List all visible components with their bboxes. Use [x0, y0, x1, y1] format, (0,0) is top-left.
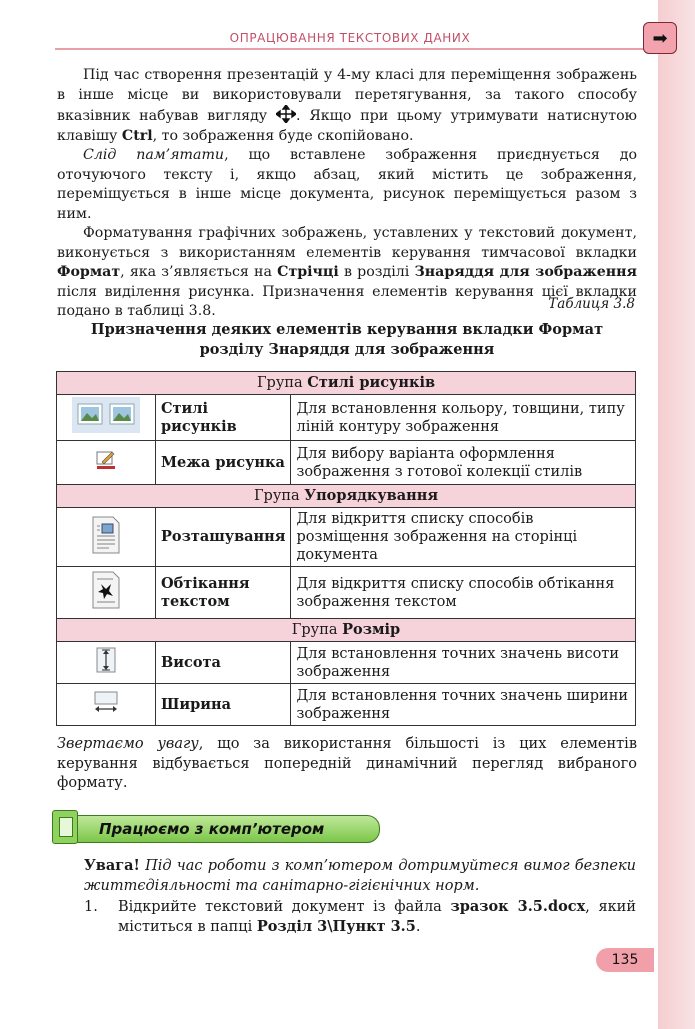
table-caption: Таблиця 3.8: [548, 296, 635, 312]
next-arrow-icon[interactable]: ➡: [643, 22, 677, 54]
step-text: Відкрийте текстовий документ із файла зразок 3.5.docx, який міститься в папці Розділ 3\Пункт 3.5.: [118, 898, 636, 935]
work-section-banner: [58, 815, 380, 843]
work-section-label: Працюємо з комп’ютером: [99, 820, 325, 838]
table-title: Призначення деяких елементів керування вкладки Формат розділу Знаряддя для зображення: [90, 321, 604, 358]
list-item: [84, 897, 636, 937]
height-icon: [57, 642, 156, 684]
computer-icon: [52, 810, 78, 844]
picture-styles-icon: [57, 395, 156, 441]
notice-paragraph: Звертаємо увагу, що за використання більшості із цих елементів керування відбувається попередній динамічний перегляд вибраного формату.: [57, 736, 637, 791]
step-number: 1.: [84, 899, 98, 915]
running-header: ОПРАЦЮВАННЯ ТЕКСТОВИХ ДАНИХ: [229, 31, 471, 45]
table-row: Межа рисунка Для вибору варіанта оформлення зображення з готової колекції стилів: [57, 441, 636, 485]
paragraph-formatting: Форматування графічних зображень, уставлених у текстовий документ, виконується з використанням елементів керування тимчасової вкладки Формат, яка з’являється на Стрічці в розділі Знаряддя для зображення після виділення рисунка. Призначення елементів керування цієї вкладки подано в таблиці 3.8.: [57, 225, 637, 319]
width-icon: [57, 684, 156, 726]
paragraph-remember: Слід пам’ятати, що вставлене зображення приєднується до оточуючого тексту і, якщо абзац, який містить це зображення, переміщується в інше місце документа, рисунок переміщується разом з ним.: [57, 147, 637, 222]
table-group-row: Група Упорядкування: [57, 485, 636, 508]
table-row: Стилі рисунків Для встановлення кольору, товщини, типу ліній контуру зображення: [57, 395, 636, 441]
table-group-row: Група Стилі рисунків: [57, 372, 636, 395]
safety-warning: Увага! Під час роботи з комп’ютером дотримуйтеся вимог безпеки життєдіяльності та санітарно-гігієнічних норм.: [84, 857, 636, 894]
header-divider: [55, 48, 645, 50]
intro-text: [57, 66, 637, 322]
picture-border-icon: [57, 441, 156, 485]
paragraph-drag: Під час створення презентацій у 4-му класі для переміщення зображень в інше місце ви використовували перетягування, за такого способу вказівник набував вигляду . Якщо при цьому утримувати натиснутою клавішу Ctrl, то зображення буде скопійовано.: [57, 67, 637, 144]
table-row: Висота Для встановлення точних значень висоти зображення: [57, 642, 636, 684]
table-row: Обтікання текстом Для відкриття списку способів обтікання зображення текстом: [57, 567, 636, 619]
page-number: 135: [596, 948, 654, 972]
controls-table: [56, 371, 636, 726]
table-group-row: Група Розмір: [57, 619, 636, 642]
move-cursor-icon: [276, 105, 296, 123]
table-row: Розташування Для відкриття списку способів розміщення зображення на сторінці документа: [57, 508, 636, 567]
table-row: Ширина Для встановлення точних значень ширини зображення: [57, 684, 636, 726]
page-side-band: [658, 0, 695, 1029]
text-wrap-icon: [57, 567, 156, 619]
position-icon: [57, 508, 156, 567]
